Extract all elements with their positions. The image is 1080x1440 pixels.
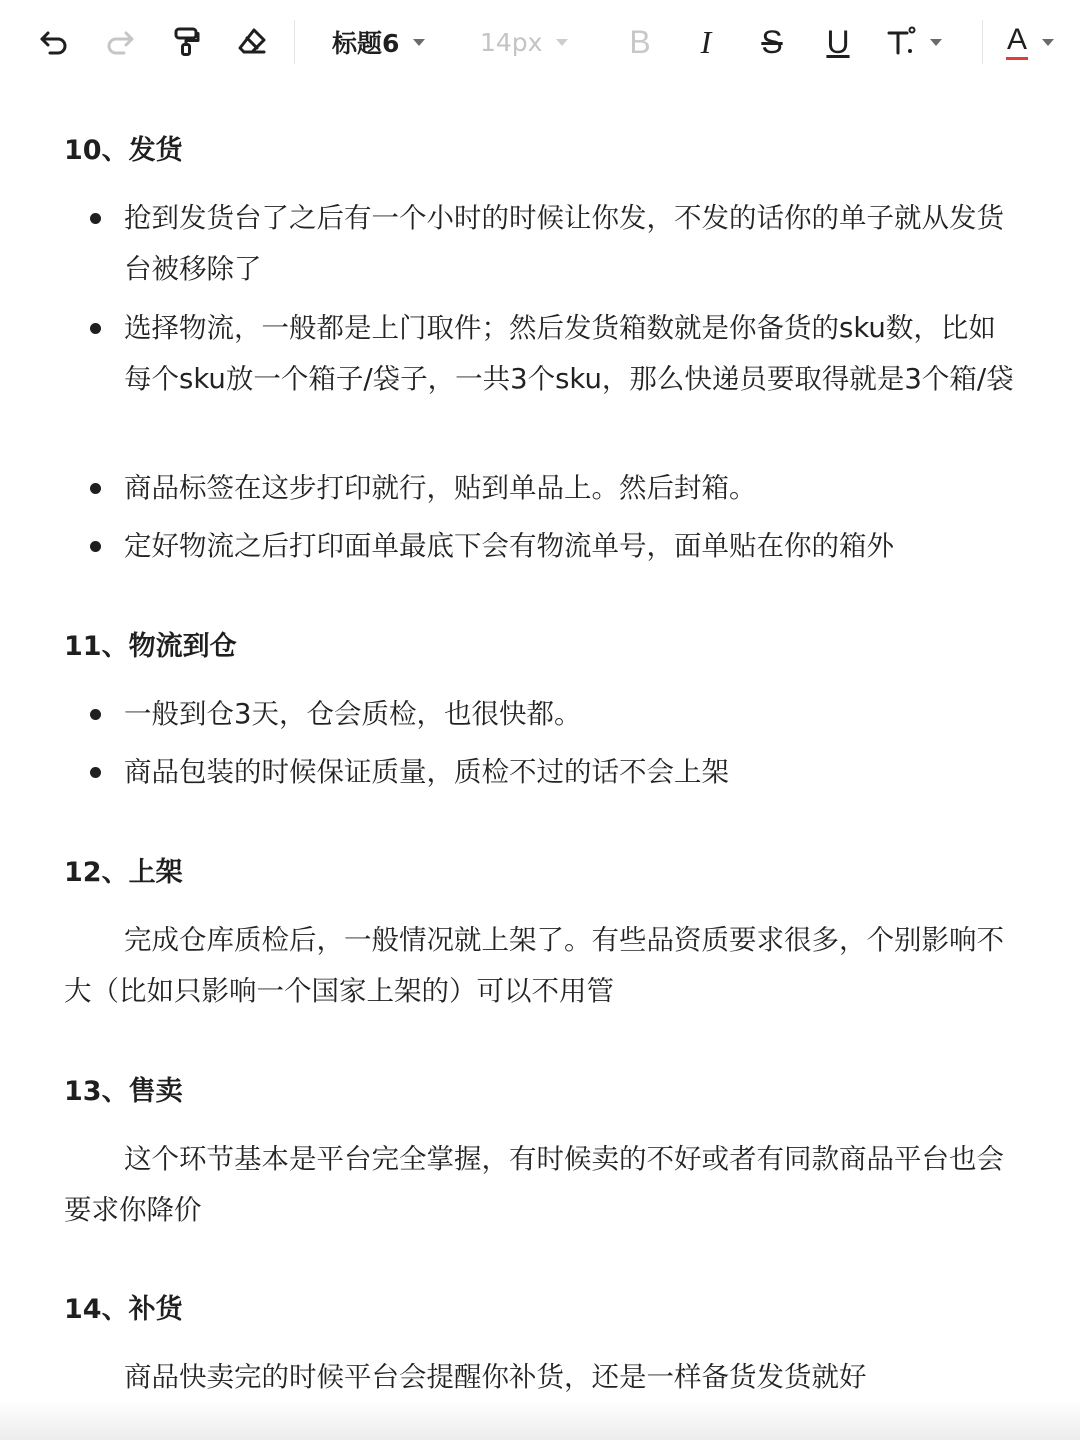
- section-heading: 13、售卖: [64, 1076, 183, 1107]
- chevron-down-icon: [1042, 39, 1054, 46]
- list-item: 商品标签在这步打印就行，贴到单品上。然后封箱。: [124, 472, 757, 504]
- bullet-dot: [90, 213, 101, 224]
- bullet-dot: [90, 323, 101, 334]
- list-item: 定好物流之后打印面单最底下会有物流单号，面单贴在你的箱外: [124, 530, 894, 562]
- bottom-fade: [0, 1400, 1080, 1440]
- document-body[interactable]: [0, 84, 1080, 1440]
- chevron-down-icon: [930, 39, 942, 46]
- italic-icon: I: [700, 24, 712, 60]
- strikethrough-icon: S: [761, 24, 783, 60]
- italic-button[interactable]: [686, 16, 726, 68]
- paragraph: 商品快卖完的时候平台会提醒你补货，还是一样备货发货就好: [124, 1361, 867, 1393]
- list-item: 商品包装的时候保证质量，质检不过的话不会上架: [124, 756, 729, 788]
- chevron-down-icon: [556, 39, 568, 46]
- bullet-dot: [90, 541, 101, 552]
- undo-icon[interactable]: [32, 16, 76, 68]
- font-size-select-value: 14px: [480, 27, 543, 57]
- chevron-down-icon: [413, 39, 425, 46]
- toolbar-divider: [294, 20, 295, 64]
- format-painter-icon[interactable]: [164, 16, 208, 68]
- section-heading: 14、补货: [64, 1294, 183, 1325]
- paragraph: 这个环节基本是平台完全掌握，有时候卖的不好或者有同款商品平台也会要求你降价: [64, 1143, 1004, 1226]
- text-style-dropdown[interactable]: [884, 16, 956, 68]
- underline-icon: U: [826, 24, 850, 60]
- heading-select[interactable]: [332, 16, 444, 68]
- text-style-icon: [884, 25, 918, 59]
- strikethrough-button[interactable]: [752, 16, 792, 68]
- editor-toolbar: [0, 0, 1080, 85]
- section-heading: 11、物流到仓: [64, 631, 237, 662]
- redo-icon[interactable]: [98, 16, 142, 68]
- bullet-dot: [90, 483, 101, 494]
- font-size-select[interactable]: [480, 16, 590, 68]
- bullet-dot: [90, 709, 101, 720]
- eraser-icon[interactable]: [230, 16, 274, 68]
- toolbar-divider: [982, 20, 983, 64]
- font-color-icon: A: [1006, 25, 1028, 60]
- font-color-swatch: [1006, 57, 1028, 60]
- section-heading: 12、上架: [64, 857, 183, 888]
- bold-button[interactable]: [620, 16, 660, 68]
- list-item: 选择物流，一般都是上门取件；然后发货箱数就是你备货的sku数，比如每个sku放一个箱子/袋子，一共3个sku，那么快递员要取得就是3个箱/袋: [124, 312, 1014, 395]
- paragraph: 完成仓库质检后，一般情况就上架了。有些品资质要求很多，个别影响不大（比如只影响一个国家上架的）可以不用管: [64, 924, 1004, 1007]
- bold-icon: B: [629, 24, 651, 60]
- list-item: 一般到仓3天，仓会质检，也很快都。: [124, 698, 582, 730]
- bullet-dot: [90, 767, 101, 778]
- font-color-dropdown[interactable]: [1006, 16, 1072, 68]
- list-item: 抢到发货台了之后有一个小时的时候让你发，不发的话你的单子就从发货台被移除了: [124, 202, 1004, 285]
- underline-button[interactable]: [818, 16, 858, 68]
- section-heading: 10、发货: [64, 135, 183, 166]
- heading-select-value: 标题6: [332, 29, 400, 58]
